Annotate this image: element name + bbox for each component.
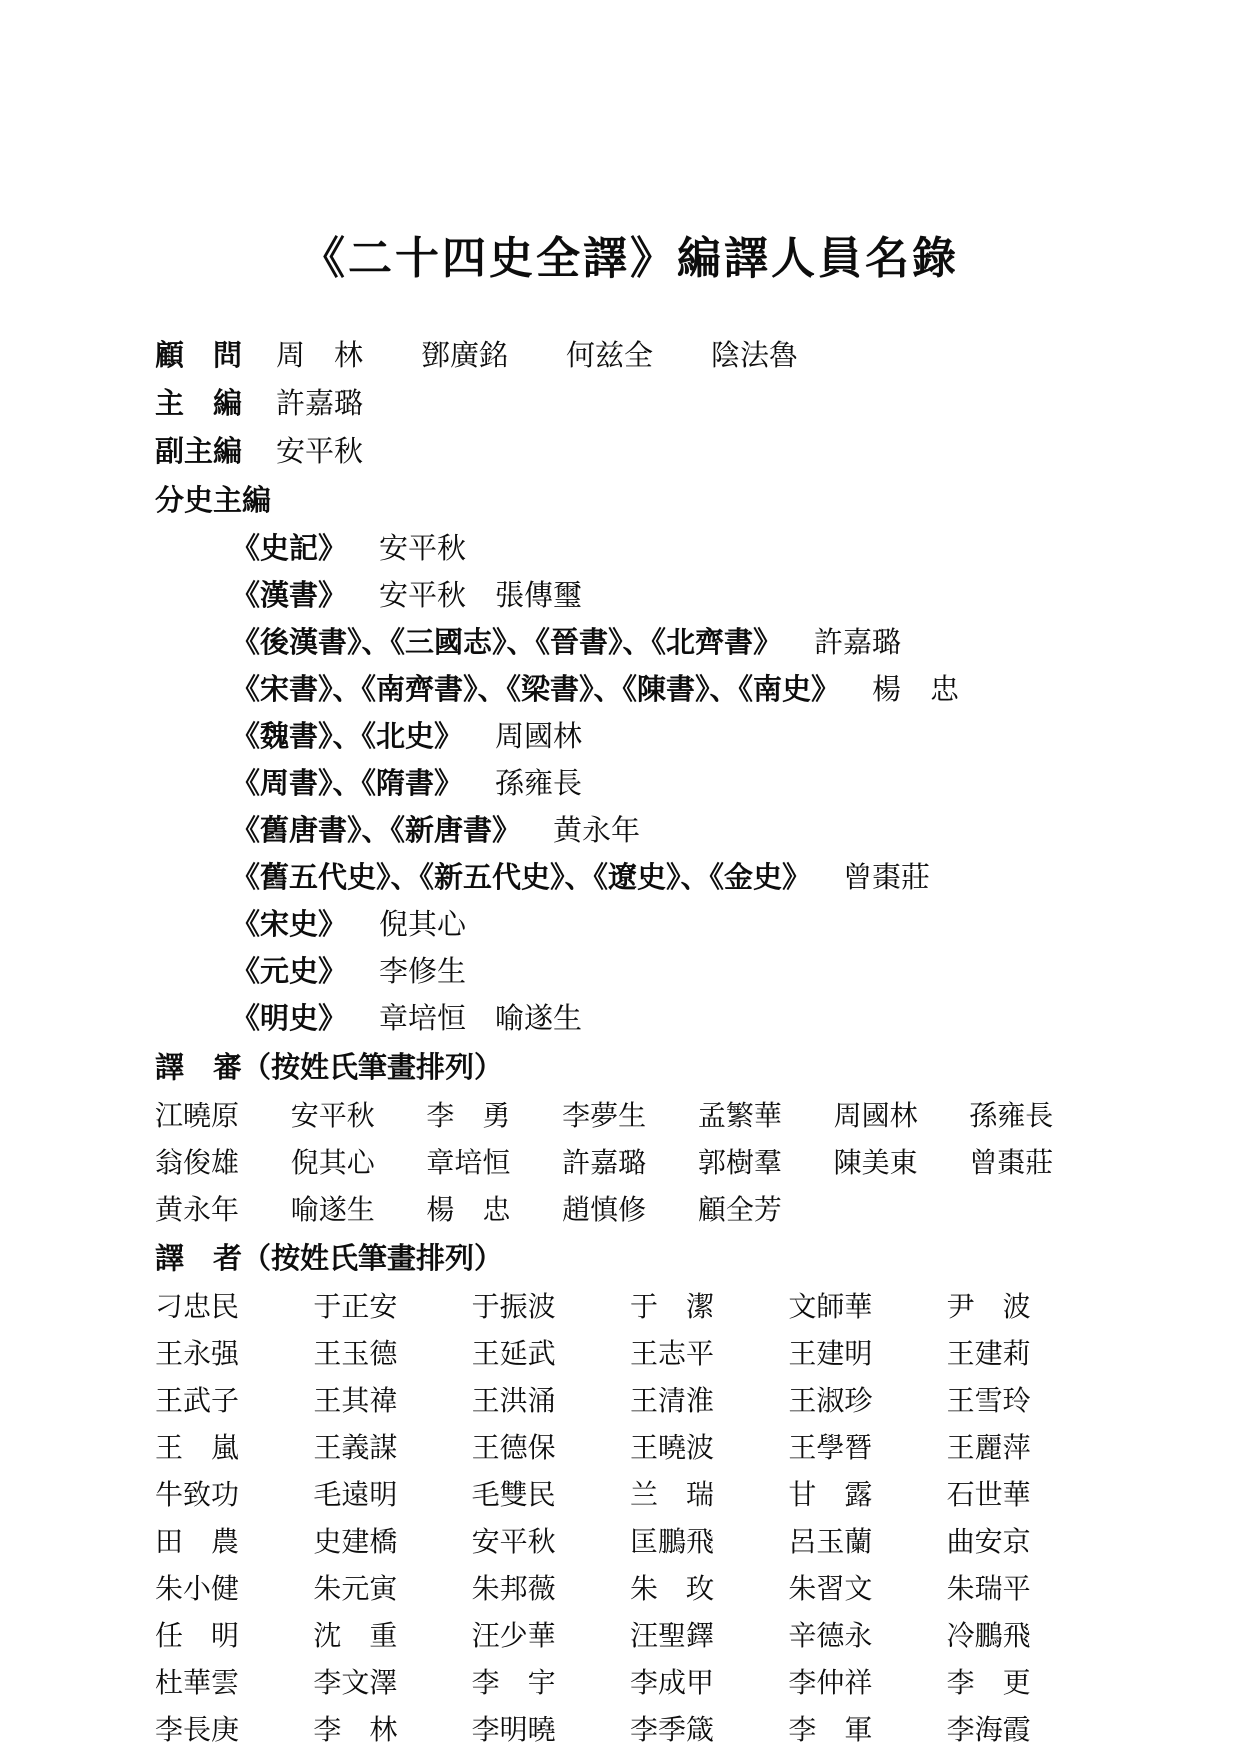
translators-heading <box>155 1234 1105 1284</box>
reviewer-name: 翁俊雄 <box>155 1148 240 1179</box>
translator-name: 甘 露 <box>788 1480 873 1511</box>
section-editor-row <box>155 526 1105 573</box>
editor-names: 安平秋 <box>379 533 467 565</box>
translator-name: 毛遠明 <box>313 1480 398 1511</box>
role-names: 安平秋 <box>276 436 364 468</box>
reviewer-name: 陳美東 <box>833 1148 918 1179</box>
role-names: 許嘉璐 <box>276 388 364 420</box>
translator-name: 朱習文 <box>788 1574 873 1605</box>
reviewer-name: 倪其心 <box>290 1148 375 1179</box>
translator-name: 汪聖鐸 <box>629 1621 714 1652</box>
role-label: 主 編 <box>155 388 243 420</box>
reviewers-heading <box>155 1043 1105 1093</box>
translator-name: 王志平 <box>629 1339 714 1370</box>
translator-name: 兰 瑞 <box>629 1480 714 1511</box>
translator-name: 王 嵐 <box>155 1433 240 1464</box>
editor-names: 楊 忠 <box>872 674 960 706</box>
history-titles: 《宋史》 <box>231 909 348 941</box>
translator-name: 匡鵬飛 <box>629 1527 714 1558</box>
reviewers-grid <box>155 1093 1105 1234</box>
translator-name: 尹 波 <box>946 1292 1031 1323</box>
history-titles: 《舊唐書》、《新唐書》 <box>231 815 522 847</box>
reviewer-name: 章培恒 <box>426 1148 511 1179</box>
translator-name: 于振波 <box>471 1292 556 1323</box>
role-label: 顧 問 <box>155 340 243 372</box>
editor-names: 孫雍長 <box>495 768 583 800</box>
reviewer-name: 郭樹羣 <box>697 1148 782 1179</box>
section-editor-row <box>155 902 1105 949</box>
translator-name: 于正安 <box>313 1292 398 1323</box>
role-label: 副主編 <box>155 436 243 468</box>
reviewer-name: 江曉原 <box>155 1101 240 1132</box>
translator-name: 刁忠民 <box>155 1292 240 1323</box>
translator-name: 李 林 <box>313 1715 398 1746</box>
editor-names: 周國林 <box>495 721 583 753</box>
translator-name: 朱瑞平 <box>946 1574 1031 1605</box>
section-editor-row <box>155 714 1105 761</box>
translator-name: 毛雙民 <box>471 1480 556 1511</box>
section-editor-row <box>155 667 1105 714</box>
history-titles: 《漢書》 <box>231 580 348 612</box>
history-titles: 《後漢書》、《三國志》、《晉書》、《北齊書》 <box>231 627 783 659</box>
translator-name: 王玉德 <box>313 1339 398 1370</box>
translator-name: 王德保 <box>471 1433 556 1464</box>
section-editors-list <box>155 526 1105 1043</box>
history-titles: 《史記》 <box>231 533 348 565</box>
translator-name: 沈 重 <box>313 1621 398 1652</box>
translator-name: 史建橋 <box>313 1527 398 1558</box>
translator-name: 王洪涌 <box>471 1386 556 1417</box>
role-names: 周 林 鄧廣銘 何兹全 陰法魯 <box>276 340 799 372</box>
translator-name: 于 潔 <box>629 1292 714 1323</box>
reviewer-name: 安平秋 <box>290 1101 375 1132</box>
section-editor-row <box>155 855 1105 902</box>
translator-name: 李仲祥 <box>788 1668 873 1699</box>
translator-name: 王其禕 <box>313 1386 398 1417</box>
translator-name: 李季箴 <box>629 1715 714 1746</box>
reviewer-name: 黄永年 <box>155 1195 240 1226</box>
translator-name: 李明曉 <box>471 1715 556 1746</box>
section-editor-row <box>155 996 1105 1043</box>
translator-name: 王曉波 <box>629 1433 714 1464</box>
translator-name: 安平秋 <box>471 1527 556 1558</box>
reviewers-note: （按姓氏筆畫排列） <box>242 1052 504 1084</box>
reviewer-name: 周國林 <box>833 1101 918 1132</box>
translator-name: 牛致功 <box>155 1480 240 1511</box>
reviewer-name: 李夢生 <box>562 1101 647 1132</box>
history-titles: 《舊五代史》、《新五代史》、《遼史》、《金史》 <box>231 862 812 894</box>
translators-label: 譯 者 <box>155 1243 243 1275</box>
translator-name: 王義謀 <box>313 1433 398 1464</box>
translator-name: 田 農 <box>155 1527 240 1558</box>
editor-names: 李修生 <box>379 956 467 988</box>
translator-name: 朱邦薇 <box>471 1574 556 1605</box>
translator-name: 汪少華 <box>471 1621 556 1652</box>
translator-name: 文師華 <box>788 1292 873 1323</box>
editor-names: 曾棗莊 <box>843 862 931 894</box>
history-titles: 《周書》、《隋書》 <box>231 768 464 800</box>
reviewers-label: 譯 審 <box>155 1052 243 1084</box>
translator-name: 王清淮 <box>629 1386 714 1417</box>
history-titles: 《明史》 <box>231 1003 348 1035</box>
editor-names: 倪其心 <box>379 909 467 941</box>
translator-name: 李 宇 <box>471 1668 556 1699</box>
editor-names: 許嘉璐 <box>814 627 902 659</box>
section-editor-row <box>155 620 1105 667</box>
history-titles: 《宋書》、《南齊書》、《梁書》、《陳書》、《南史》 <box>231 674 841 706</box>
translator-name: 王延武 <box>471 1339 556 1370</box>
reviewer-name: 曾棗莊 <box>969 1148 1054 1179</box>
translators-grid <box>155 1284 1105 1754</box>
translator-name: 任 明 <box>155 1621 240 1652</box>
translator-name: 呂玉蘭 <box>788 1527 873 1558</box>
editor-names: 黄永年 <box>553 815 641 847</box>
reviewer-name: 趙慎修 <box>562 1195 647 1226</box>
history-titles: 《魏書》、《北史》 <box>231 721 464 753</box>
translator-name: 李 更 <box>946 1668 1031 1699</box>
translator-name: 朱小健 <box>155 1574 240 1605</box>
roles-section <box>155 332 1105 476</box>
translator-name: 李成甲 <box>629 1668 714 1699</box>
translator-name: 王永强 <box>155 1339 240 1370</box>
translator-name: 李 軍 <box>788 1715 873 1746</box>
translator-name: 王建明 <box>788 1339 873 1370</box>
section-editor-row <box>155 949 1105 996</box>
translator-name: 冷鵬飛 <box>946 1621 1031 1652</box>
translator-name: 朱元寅 <box>313 1574 398 1605</box>
translators-note: （按姓氏筆畫排列） <box>242 1243 504 1275</box>
reviewer-name: 許嘉璐 <box>562 1148 647 1179</box>
translator-name: 王建莉 <box>946 1339 1031 1370</box>
translator-name: 曲安京 <box>946 1527 1031 1558</box>
translator-name: 王學朁 <box>788 1433 873 1464</box>
section-editor-row <box>155 573 1105 620</box>
section-editor-row <box>155 808 1105 855</box>
history-titles: 《元史》 <box>231 956 348 988</box>
translator-name: 辛德永 <box>788 1621 873 1652</box>
section-editors-heading: 分史主編 <box>155 485 272 517</box>
translator-name: 杜華雲 <box>155 1668 240 1699</box>
section-editor-row <box>155 761 1105 808</box>
translator-name: 王淑珍 <box>788 1386 873 1417</box>
role-row <box>155 332 1105 380</box>
editor-names: 安平秋 張傳璽 <box>379 580 583 612</box>
reviewer-name: 孟繁華 <box>697 1101 782 1132</box>
reviewer-name: 孫雍長 <box>969 1101 1054 1132</box>
translator-name: 朱 玫 <box>629 1574 714 1605</box>
translator-name: 王麗萍 <box>946 1433 1031 1464</box>
role-row <box>155 380 1105 428</box>
translator-name: 李文澤 <box>313 1668 398 1699</box>
translator-name: 李海霞 <box>946 1715 1031 1746</box>
translator-name: 王雪玲 <box>946 1386 1031 1417</box>
editor-names: 章培恒 喻遂生 <box>379 1003 583 1035</box>
reviewer-name: 喻遂生 <box>290 1195 375 1226</box>
reviewer-name: 李 勇 <box>426 1101 511 1132</box>
reviewer-name: 顧全芳 <box>697 1195 782 1226</box>
role-row <box>155 428 1105 476</box>
translator-name: 李長庚 <box>155 1715 240 1746</box>
translator-name: 王武子 <box>155 1386 240 1417</box>
page-title: 《二十四史全譯》編譯人員名錄 <box>301 234 959 283</box>
reviewer-name: 楊 忠 <box>426 1195 511 1226</box>
translator-name: 石世華 <box>946 1480 1031 1511</box>
